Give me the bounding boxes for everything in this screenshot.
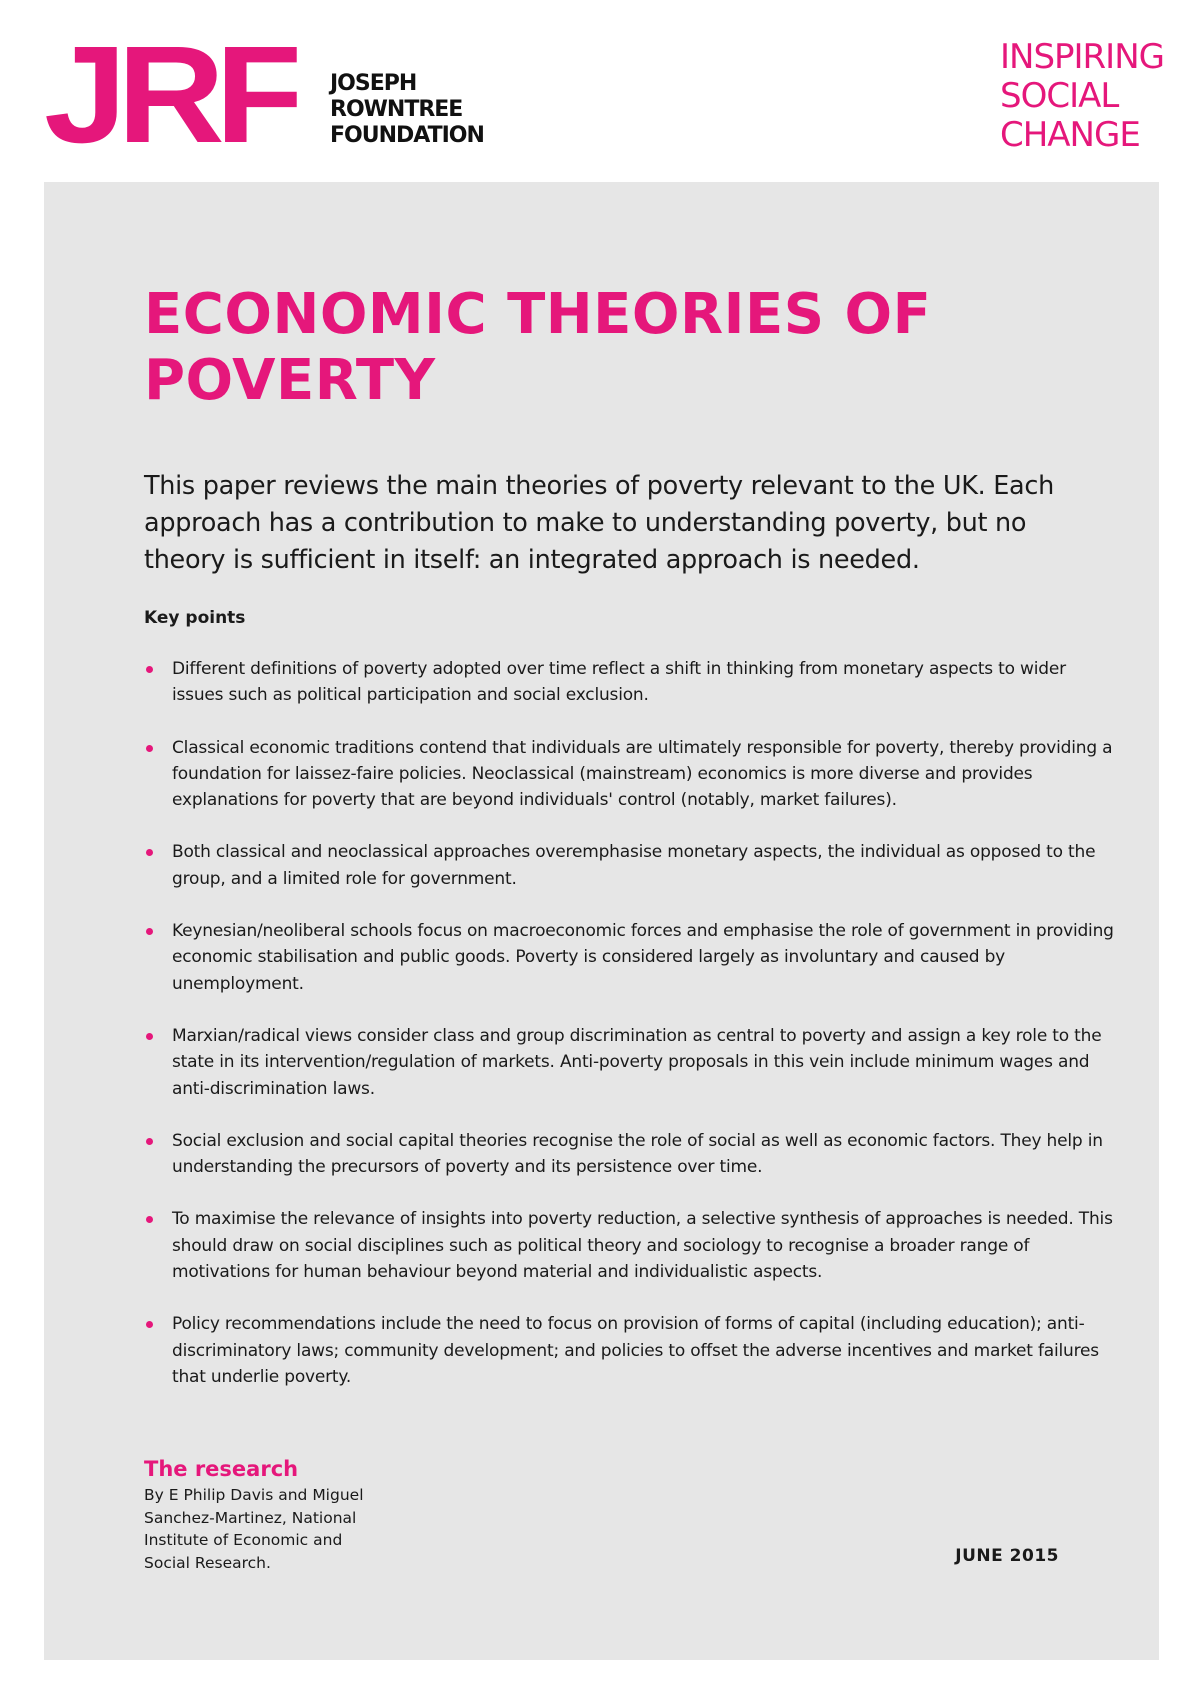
research-credits: By E Philip Davis and Miguel Sanchez-Martinez, National Institute of Economic and Social Research.: [144, 1486, 364, 1572]
tagline-line: INSPIRING: [999, 37, 1164, 77]
content-panel: [44, 182, 1159, 1660]
tagline-line: CHANGE: [999, 115, 1140, 155]
key-point: [144, 1311, 1114, 1390]
bullet-icon: [146, 1216, 153, 1223]
key-point-text: Policy recommendations include the need to focus on provision of forms of capital (including education); anti-discriminatory laws; community development; and policies to offset the adverse incentives and market failures that underlie poverty.: [172, 1314, 1099, 1387]
key-point: [144, 735, 1114, 814]
key-point: [144, 656, 1114, 709]
bullet-icon: [146, 849, 153, 856]
logo-mark: JRF: [44, 40, 297, 150]
key-point-text: Marxian/radical views consider class and group discrimination as central to poverty and assign a key role to the state in its intervention/regulation of markets. Anti-poverty proposals in this vein include minimum wages and anti-discrimination laws.: [172, 1025, 1102, 1099]
tagline-line: SOCIAL: [999, 76, 1119, 116]
jrf-logo: [44, 40, 484, 150]
logo-wordmark: [330, 71, 484, 149]
bullet-icon: [146, 745, 153, 752]
logo-word: ROWNTREE: [330, 97, 463, 122]
page-title: ECONOMIC THEORIES OF POVERTY: [144, 282, 932, 413]
key-point-text: Social exclusion and social capital theories recognise the role of social as well as economic factors. They help in understanding the precursors of poverty and its persistence over time.: [172, 1130, 1103, 1178]
key-point-text: Keynesian/neoliberal schools focus on macroeconomic forces and emphasise the role of government in providing economic stabilisation and public goods. Poverty is considered largely as involuntary and caused by unemployment.: [172, 921, 1114, 994]
intro-paragraph: This paper reviews the main theories of poverty relevant to the UK. Each approach has a contribution to make to understanding poverty, but no theory is sufficient in itself: an integrated approach is needed.: [144, 471, 1054, 575]
bullet-icon: [146, 1321, 153, 1328]
key-point-text: Both classical and neoclassical approaches overemphasise monetary aspects, the individual as opposed to the group, and a limited role for government.: [172, 842, 1096, 889]
key-point: [144, 839, 1114, 892]
key-points-heading: Key points: [144, 608, 246, 628]
bullet-icon: [146, 1138, 153, 1145]
bullet-icon: [146, 1033, 153, 1040]
logo-word: FOUNDATION: [330, 123, 484, 148]
bullet-icon: [146, 666, 153, 673]
key-point: [144, 1206, 1114, 1285]
key-point-text: To maximise the relevance of insights into poverty reduction, a selective synthesis of approaches is needed. This should draw on social disciplines such as political theory and sociology to recognise a broader range of motivations for human behaviour beyond material and individualistic aspects.: [172, 1209, 1113, 1283]
key-point: [144, 1023, 1114, 1102]
key-point-text: Classical economic traditions contend that individuals are ultimately responsible for poverty, thereby providing a foundation for laissez-faire policies. Neoclassical (mainstream) economics is more diverse and provides explanations for poverty that are beyond individuals' control (notably, market failures).: [172, 737, 1113, 811]
bullet-icon: [146, 928, 153, 935]
publication-date: JUNE 2015: [955, 1546, 1059, 1566]
logo-word: JOSEPH: [330, 71, 417, 96]
research-heading: The research: [144, 1457, 299, 1481]
key-point: [144, 918, 1114, 997]
key-point-text: Different definitions of poverty adopted over time reflect a shift in thinking from monetary aspects to wider issues such as political participation and social exclusion.: [172, 659, 1066, 706]
key-point: [144, 1128, 1114, 1181]
key-points-list: [144, 656, 1114, 1416]
tagline: [1000, 38, 1164, 155]
